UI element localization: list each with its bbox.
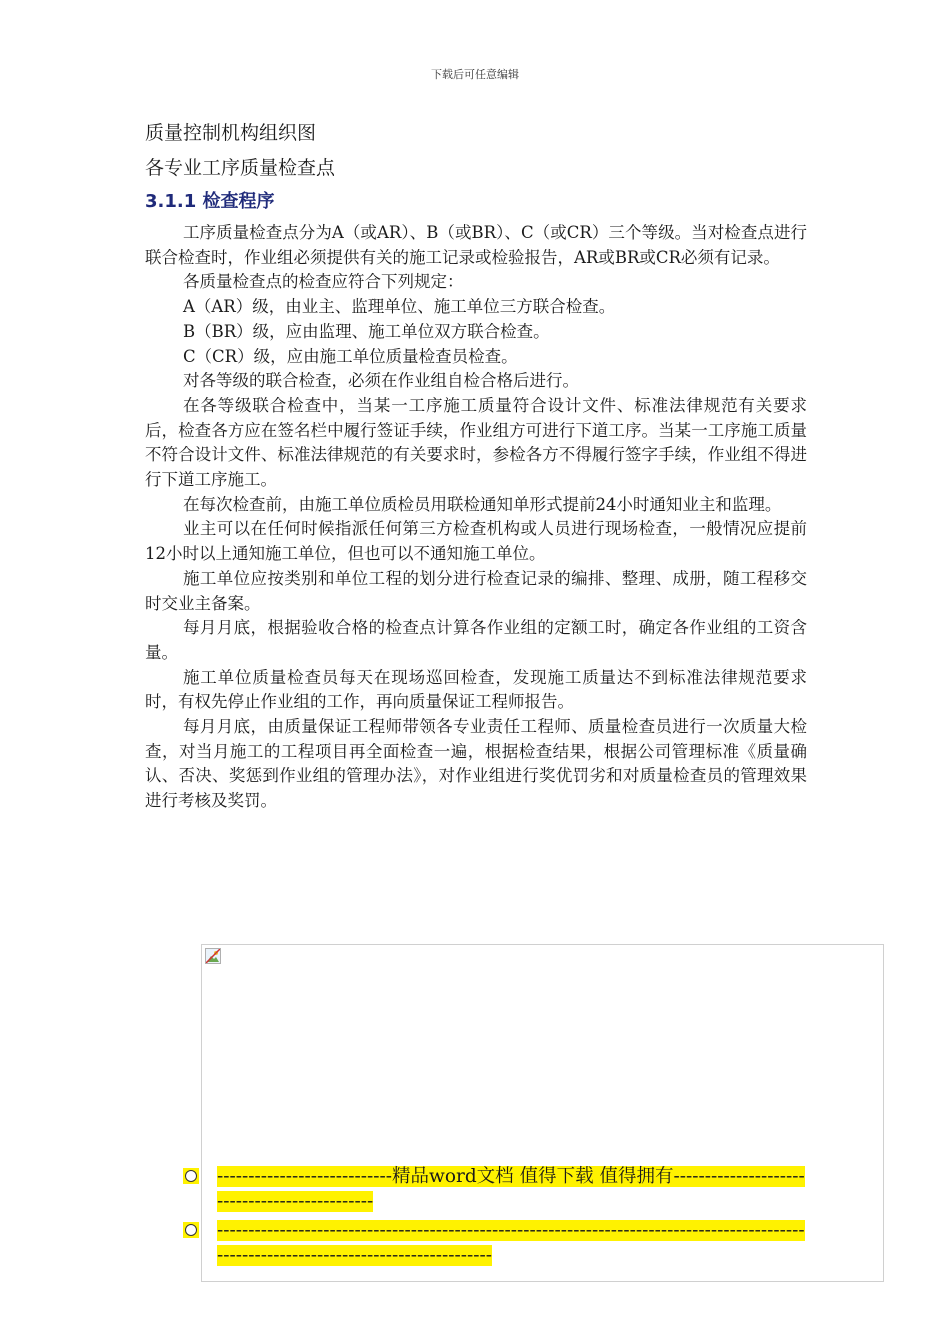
paragraph: A（AR）级，由业主、监理单位、施工单位三方联合检查。	[182, 297, 616, 317]
footer-text: ----------------------------精品word文档 值得下载 值得拥有----------------------------------------------	[217, 1166, 805, 1212]
paragraph: 业主可以在任何时候指派任何第三方检查机构或人员进行现场检查，一般情况应提前12小时以上通知施工单位，但也可以不通知施工单位。	[145, 519, 807, 564]
paragraph: 每月月底，由质量保证工程师带领各专业责任工程师、质量检查员进行一次质量大检查，对当月施工的工程项目再全面检查一遍，根据检查结果，根据公司管理标准《质量确认、否决、奖惩到作业组的管理办法》，对作业组进行奖优罚劣和对质量检查员的管理效果进行考核及奖罚。	[145, 717, 807, 811]
paragraph: 工序质量检查点分为A（或AR）、B（或BR）、C（或CR）三个等级。当对检查点进行联合检查时，作业组必须提供有关的施工记录或检验报告，AR或BR或CR必须有记录。	[145, 223, 807, 267]
paragraph: 施工单位应按类别和单位工程的划分进行检查记录的编排、整理、成册，随工程移交时交业主备案。	[145, 568, 807, 613]
title-inspection-points: 各专业工序质量检查点	[145, 157, 336, 179]
footer-list	[183, 1164, 808, 1272]
header-note: 下载后可任意编辑	[431, 68, 519, 81]
broken-image-icon	[205, 948, 221, 964]
paragraph: 在每次检查前，由施工单位质检员用联检通知单形式提前24小时通知业主和监理。	[182, 494, 782, 514]
paragraph: 施工单位质量检查员每天在现场巡回检查，发现施工质量达不到标准法律规范要求时，有权先停止作业组的工作，再向质量保证工程师报告。	[145, 667, 807, 712]
footer-text: ------------------------------------------------------------------------------------------------------------------------------------------	[217, 1220, 805, 1266]
paragraph: 每月月底，根据验收合格的检查点计算各作业组的定额工时，确定各作业组的工资含量。	[145, 618, 807, 662]
paragraph: 对各等级的联合检查，必须在作业组自检合格后进行。	[182, 371, 579, 391]
paragraph: B（BR）级，应由监理、施工单位双方联合检查。	[182, 321, 550, 341]
circle-bullet-icon	[183, 1222, 199, 1238]
paragraph: C（CR）级，应由施工单位质量检查员检查。	[182, 346, 518, 366]
paragraph: 各质量检查点的检查应符合下列规定：	[182, 272, 464, 292]
title-org-chart: 质量控制机构组织图	[145, 122, 317, 144]
footer-list-item	[183, 1164, 808, 1214]
paragraph: 在各等级联合检查中，当某一工序施工质量符合设计文件、标准法律规范有关要求后，检查各方应在签名栏中履行签证手续，作业组方可进行下道工序。当某一工序施工质量不符合设计文件、标准法律规范的有关要求时，参检各方不得履行签字手续，作业组不得进行下道工序施工。	[145, 395, 807, 490]
footer-list-item	[183, 1218, 808, 1268]
body-text	[145, 221, 807, 814]
circle-bullet-icon	[183, 1168, 199, 1184]
section-heading: 3.1.1 检查程序	[145, 191, 275, 212]
